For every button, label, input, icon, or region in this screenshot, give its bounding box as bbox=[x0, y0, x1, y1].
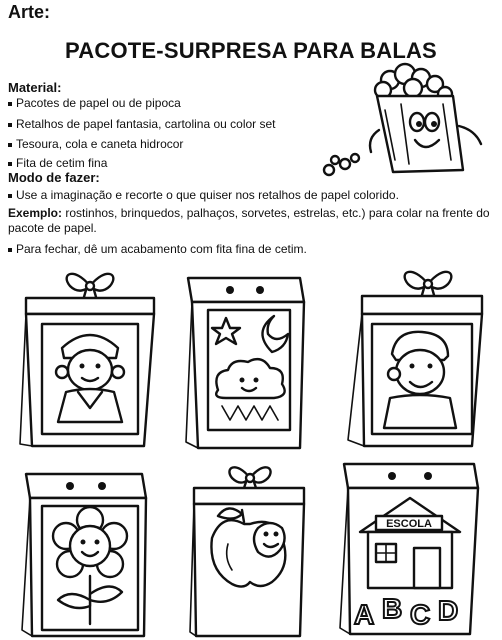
eyelet-icon bbox=[388, 472, 396, 480]
method-step: Para fechar, dê um acabamento com fita fina de cetim. bbox=[8, 242, 307, 257]
eyelet-icon bbox=[256, 286, 264, 294]
letter-b: B bbox=[382, 593, 403, 624]
method-step: Use a imaginação e recorte o que quiser nos retalhos de papel colorido. bbox=[8, 188, 399, 203]
eyelet-icon bbox=[66, 482, 74, 490]
material-item: Retalhos de papel fantasia, cartolina ou color set bbox=[8, 117, 276, 132]
method-heading: Modo de fazer: bbox=[8, 170, 100, 185]
letter-c: C bbox=[410, 599, 431, 630]
bag-apple-worm bbox=[188, 458, 310, 640]
bag-star-moon-cloud bbox=[182, 272, 312, 457]
bag-boy bbox=[340, 262, 490, 457]
school-sign: ESCOLA bbox=[386, 518, 432, 530]
eyelet-icon bbox=[226, 286, 234, 294]
subject-label: Arte: bbox=[8, 2, 51, 22]
bag-girl bbox=[18, 262, 163, 457]
material-heading: Material: bbox=[8, 80, 62, 95]
letter-a: A bbox=[354, 599, 375, 630]
bag-flower bbox=[18, 470, 158, 640]
letter-d: D bbox=[438, 595, 459, 626]
page-title: PACOTE-SURPRESA PARA BALAS bbox=[65, 38, 437, 63]
material-item: Pacotes de papel ou de pipoca bbox=[8, 96, 181, 111]
popcorn-bag-illustration bbox=[305, 60, 495, 180]
eyelet-icon bbox=[424, 472, 432, 480]
material-item: Tesoura, cola e caneta hidrocor bbox=[8, 137, 183, 152]
example-paragraph: Exemplo: rostinhos, brinquedos, palhaços, sorvetes, estrelas, etc.) para colar na frente do pacote de papel. bbox=[8, 206, 490, 235]
bag-school bbox=[334, 458, 486, 640]
material-item: Fita de cetim fina bbox=[8, 156, 107, 171]
eyelet-icon bbox=[98, 482, 106, 490]
